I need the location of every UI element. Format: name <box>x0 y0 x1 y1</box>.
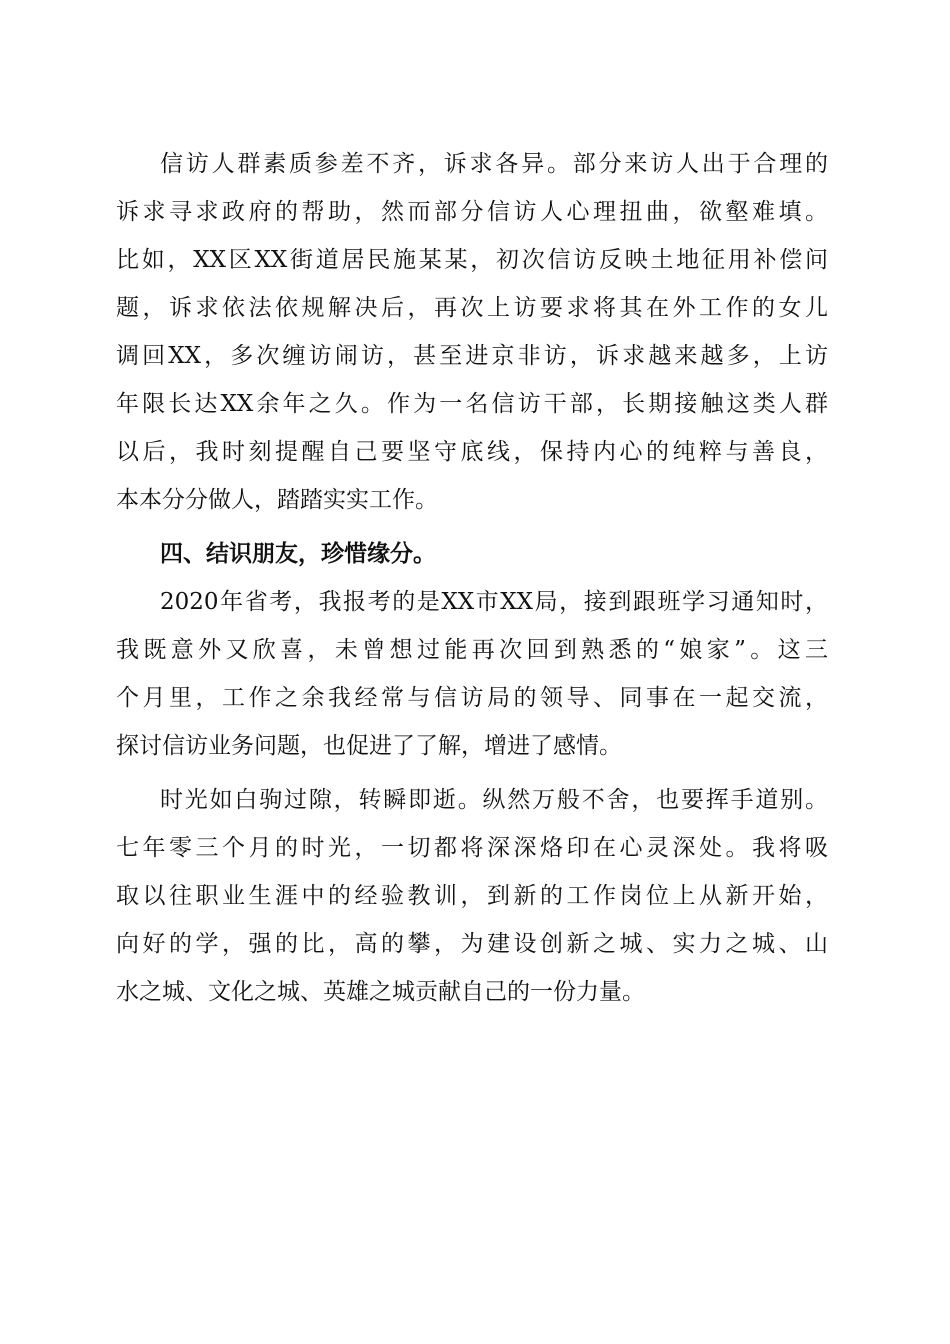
text-line: 取以往职业生涯中的经验教训，到新的工作岗位上从新开始， <box>116 883 828 909</box>
text-line: 年限长达XX余年之久。作为一名信访干部，长期接触这类人群 <box>116 391 828 417</box>
text-line: 本本分分做人，踏踏实实工作。 <box>116 487 438 513</box>
document-body <box>116 140 828 1016</box>
text-line: 向好的学，强的比，高的攀，为建设创新之城、实力之城、山 <box>116 931 828 957</box>
paragraph-provincial-exam <box>116 578 828 770</box>
text-line: 我既意外又欣喜，未曾想过能再次回到熟悉的“娘家”。这三 <box>116 637 828 663</box>
paragraph-petitioner-quality <box>116 140 828 524</box>
text-line: 诉求寻求政府的帮助，然而部分信访人心理扭曲，欲壑难填。 <box>116 199 828 225</box>
text-line: 题，诉求依法依规解决后，再次上访要求将其在外工作的女儿 <box>116 295 828 321</box>
text-line: 信访人群素质参差不齐，诉求各异。部分来访人出于合理的 <box>160 151 828 177</box>
text-line: 探讨信访业务问题，也促进了了解，增进了感情。 <box>116 733 622 759</box>
text-line: 调回XX，多次缠访闹访，甚至进京非访，诉求越来越多，上访 <box>116 343 828 369</box>
text-line: 七年零三个月的时光，一切都将深深烙印在心灵深处。我将吸 <box>116 835 828 861</box>
text-line: 个月里，工作之余我经常与信访局的领导、同事在一起交流， <box>116 685 828 711</box>
text-line: 2020年省考，我报考的是XX市XX局，接到跟班学习通知时， <box>160 589 828 615</box>
paragraph-farewell <box>116 776 828 1016</box>
text-line: 时光如白驹过隙，转瞬即逝。纵然万般不舍，也要挥手道别。 <box>160 787 828 813</box>
text-line: 比如，XX区XX街道居民施某某，初次信访反映土地征用补偿问 <box>116 247 828 273</box>
section-heading: 四、结识朋友，珍惜缘分。 <box>160 541 436 567</box>
text-line: 以后，我时刻提醒自己要坚守底线，保持内心的纯粹与善良， <box>116 439 828 465</box>
text-line: 水之城、文化之城、英雄之城贡献自己的一份力量。 <box>116 979 645 1005</box>
